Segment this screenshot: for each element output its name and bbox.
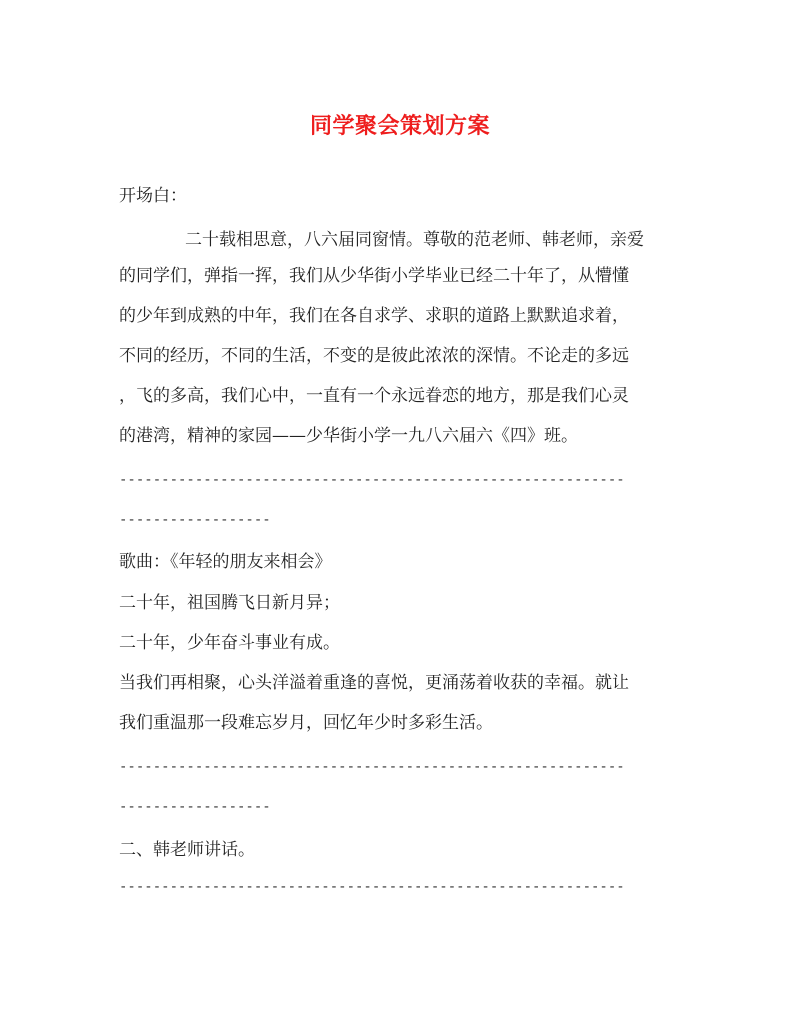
opening-paragraph-line: 的港湾，精神的家园——少华街小学一九八六届六《四》班。 [119,426,578,446]
separator-line: ------------------------------------------------------------ [119,879,625,895]
separator-line: ------------------ [119,799,271,815]
opening-label: 开场白： [119,186,187,206]
separator-line: ------------------------------------------------------------ [119,472,625,488]
song-title: 歌曲：《年轻的朋友来相会》 [119,552,332,572]
song-line: 二十年，少年奋斗事业有成。 [119,633,340,653]
document-title: 同学聚会策划方案 [309,113,490,139]
section-heading: 二、韩老师讲话。 [119,840,255,860]
song-line: 我们重温那一段难忘岁月，回忆年少时多彩生活。 [119,713,493,733]
separator-line: ------------------------------------------------------------ [119,759,625,775]
song-line: 二十年，祖国腾飞日新月异； [119,593,340,613]
opening-paragraph-line: 的少年到成熟的中年，我们在各自求学、求职的道路上默默追求着， [119,306,629,326]
opening-paragraph-line: 二十载相思意，八六届同窗情。尊敬的范老师、韩老师，亲爱 [185,230,644,250]
opening-paragraph-line: ，飞的多高，我们心中，一直有一个永远眷恋的地方，那是我们心灵 [119,386,629,406]
opening-paragraph-line: 不同的经历，不同的生活，不变的是彼此浓浓的深情。不论走的多远 [119,346,629,366]
opening-paragraph-line: 的同学们，弹指一挥，我们从少华街小学毕业已经二十年了，从懵懂 [119,266,629,286]
separator-line: ------------------ [119,512,271,528]
song-line: 当我们再相聚，心头洋溢着重逢的喜悦，更涌荡着收获的幸福。就让 [119,673,629,693]
